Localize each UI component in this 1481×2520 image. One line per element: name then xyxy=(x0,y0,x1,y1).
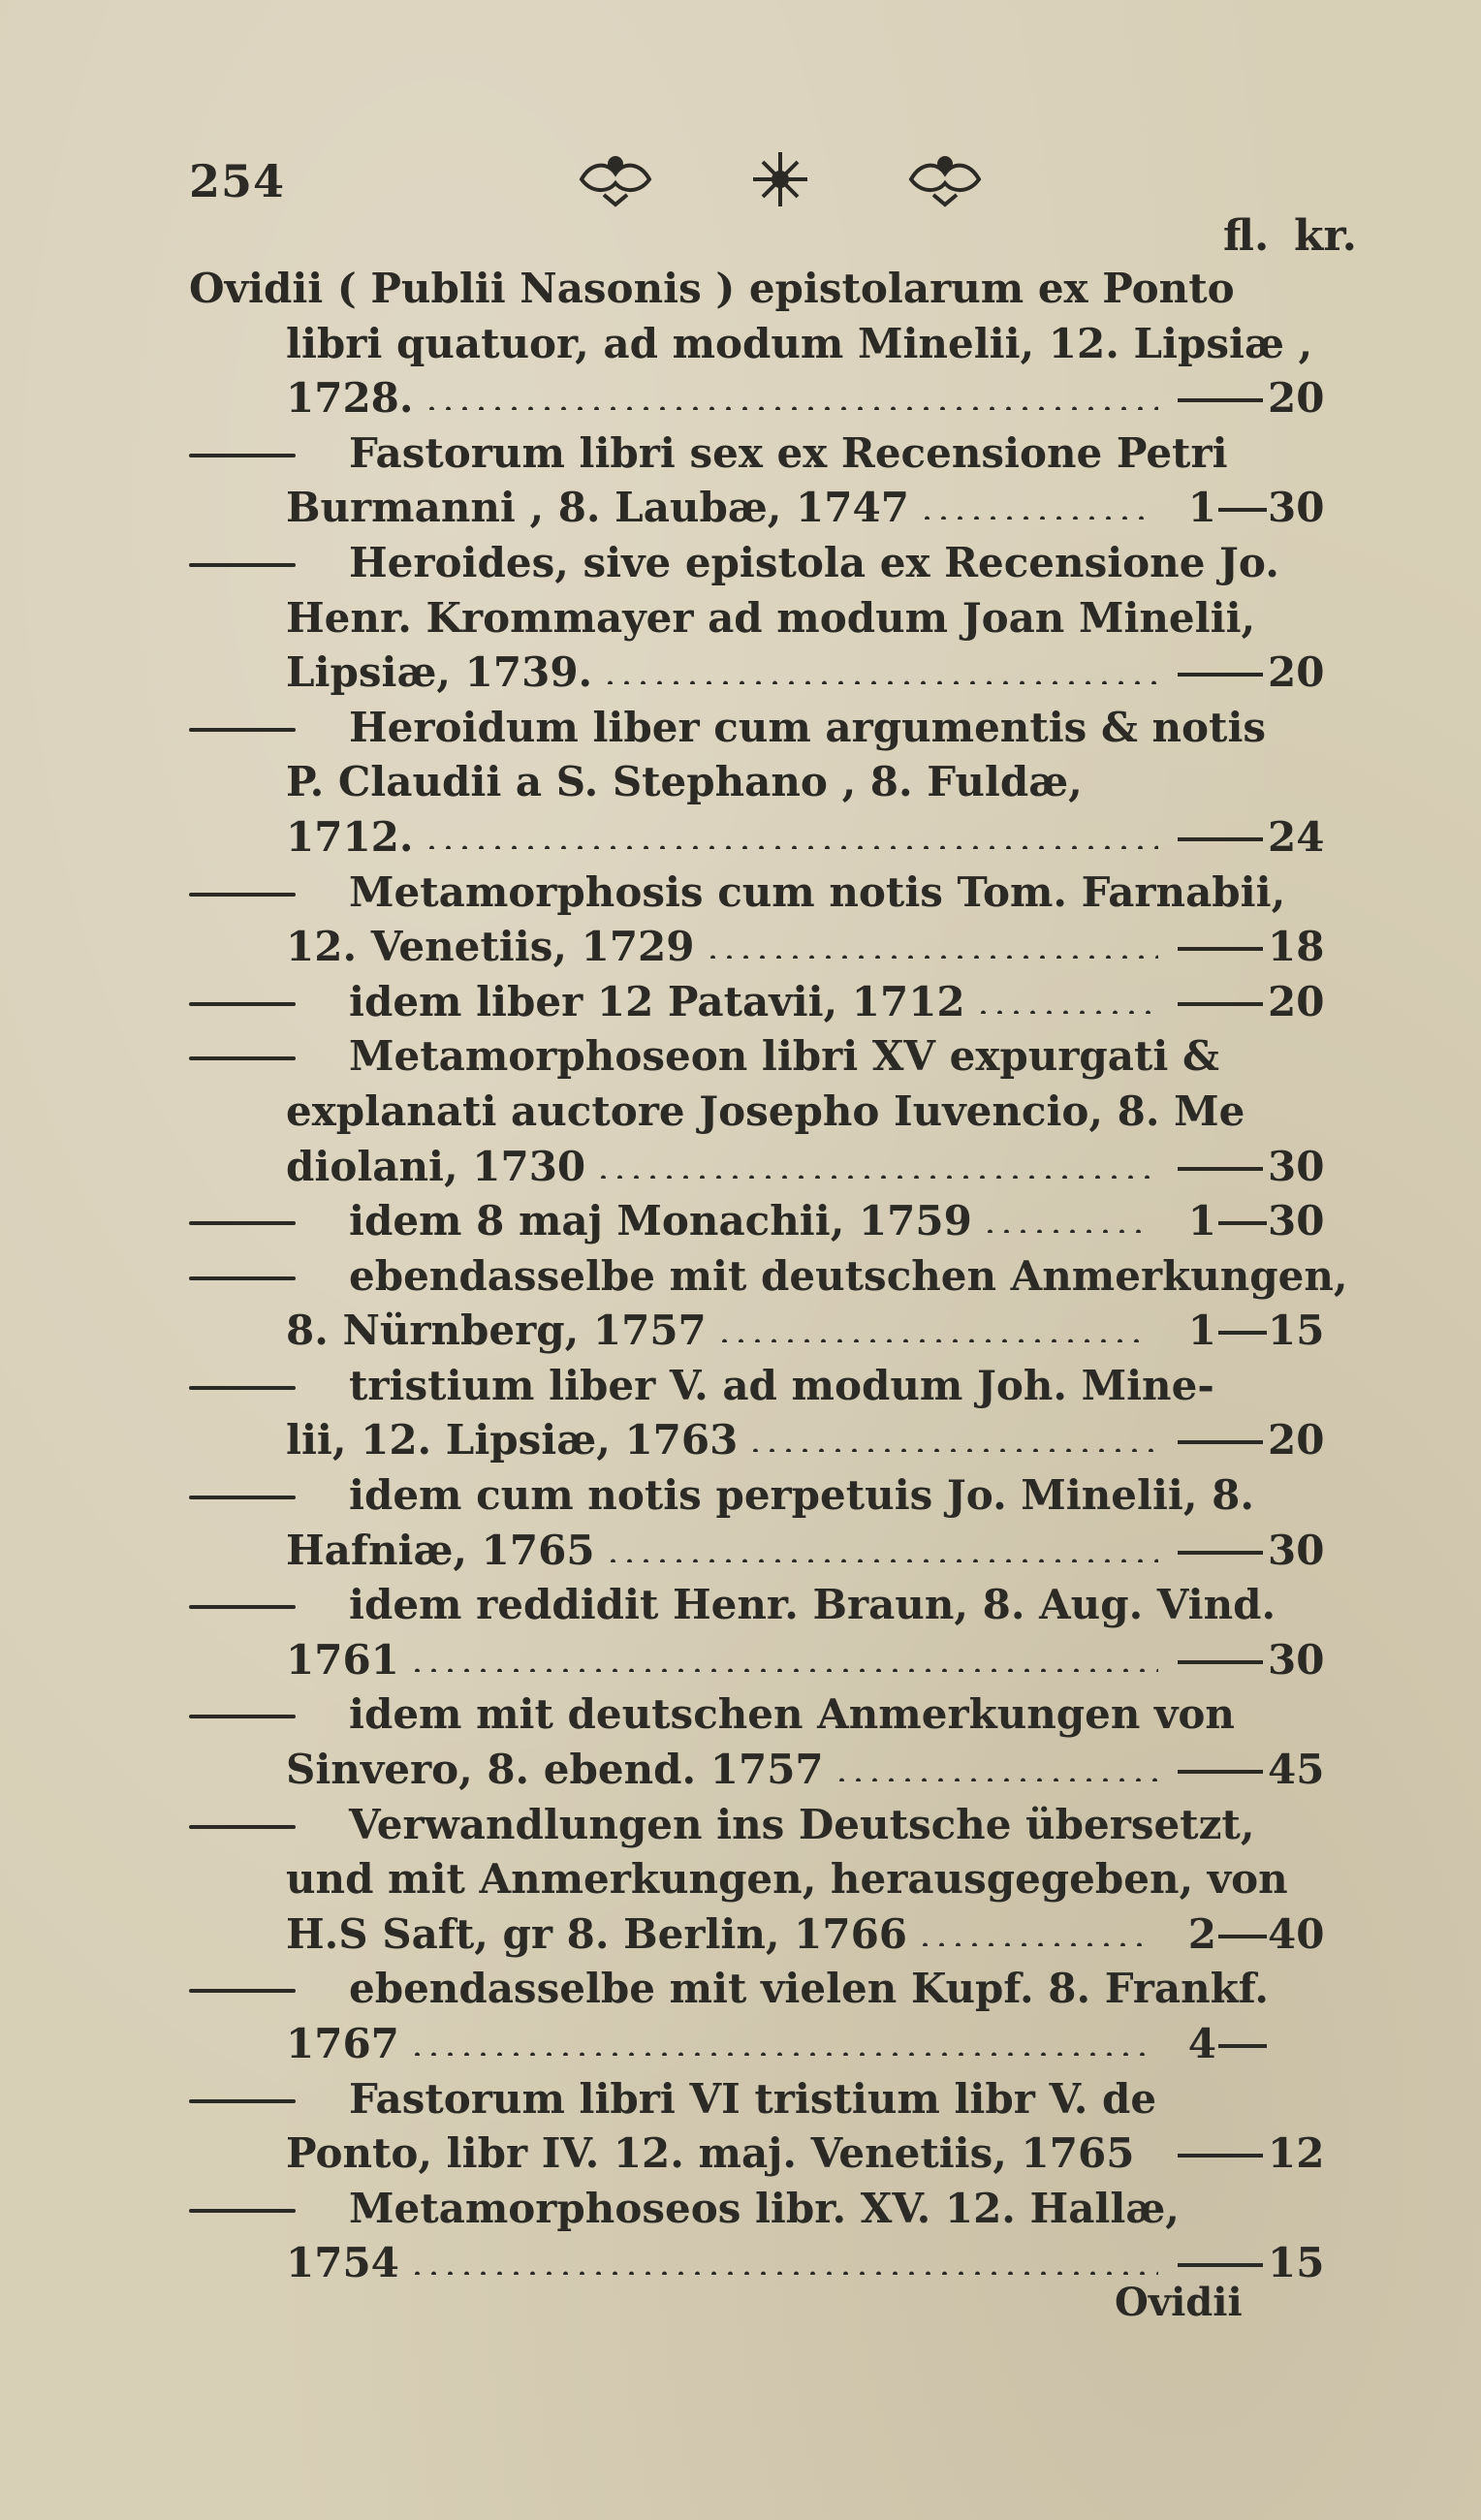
entry-text: Hafniæ, 1765 xyxy=(286,1526,595,1574)
entry-text: 8. Nürnberg, 1757 xyxy=(286,1307,707,1355)
entry-text: Heroides, sive epistola ex Recensione Jo. xyxy=(349,538,1279,586)
entry-line xyxy=(0,1633,1481,1688)
entry-line xyxy=(0,1304,1481,1359)
entry-line xyxy=(0,1524,1481,1579)
entry-line xyxy=(0,1359,1481,1414)
catalog-entry xyxy=(0,1962,1481,2071)
entry-line xyxy=(0,2017,1481,2072)
price-kreuzer: 24 xyxy=(1268,812,1325,861)
dot-leader xyxy=(917,1942,1149,1946)
entry-text: Ovidii ( Publii Nasonis ) epistolarum ex Ponto xyxy=(189,265,1235,312)
star-fleuron-icon xyxy=(753,152,807,206)
page-number: 254 xyxy=(189,155,286,207)
entry-line xyxy=(0,1852,1481,1907)
entry-text: 1728. xyxy=(286,374,414,423)
entry-line xyxy=(0,1249,1481,1305)
entry-line xyxy=(0,2072,1481,2127)
price-florin: 1 xyxy=(1187,1307,1216,1355)
dot-leader xyxy=(424,406,1158,410)
entry-line xyxy=(0,646,1481,701)
entry-line xyxy=(0,1085,1481,1140)
ditto-dash xyxy=(189,1496,296,1499)
price-florin: 1 xyxy=(1187,484,1216,532)
entry-text: Lipsiæ, 1739. xyxy=(286,648,593,697)
entry-line xyxy=(0,426,1481,482)
entry-line xyxy=(0,1029,1481,1085)
entry-text: H.S Saft, gr 8. Berlin, 1766 xyxy=(286,1909,908,1958)
price-kreuzer: 45 xyxy=(1268,1746,1325,1794)
price-dash xyxy=(1178,2154,1263,2158)
entry-text: idem 8 maj Monachii, 1759 xyxy=(349,1197,972,1245)
dot-leader xyxy=(409,2052,1149,2056)
price-kreuzer: 30 xyxy=(1268,1142,1325,1190)
ditto-dash xyxy=(189,1221,296,1225)
ditto-dash xyxy=(189,1002,296,1006)
entry-line xyxy=(0,866,1481,921)
price-kreuzer: 20 xyxy=(1268,1416,1325,1465)
ditto-dash xyxy=(189,1605,296,1609)
price-kreuzer: 30 xyxy=(1268,1197,1325,1245)
entry-line xyxy=(0,975,1481,1030)
entry-text: ebendasselbe mit deutschen Anmerkungen, xyxy=(349,1251,1348,1300)
price-florin: 2 xyxy=(1187,1909,1216,1958)
entry-line xyxy=(0,2236,1481,2291)
entry-line xyxy=(0,1413,1481,1468)
entry-line xyxy=(0,536,1481,591)
catchword: Ovidii xyxy=(1115,2280,1243,2325)
ditto-dash xyxy=(189,1056,296,1060)
ditto-dash xyxy=(189,454,296,457)
catalog-entry xyxy=(0,866,1481,975)
entry-line xyxy=(0,591,1481,646)
entry-line xyxy=(0,755,1481,810)
dot-leader xyxy=(605,1559,1158,1562)
price-kreuzer: 15 xyxy=(1268,1307,1325,1355)
entry-line xyxy=(0,1743,1481,1798)
price-dash xyxy=(1178,1660,1263,1664)
entry-line xyxy=(0,810,1481,866)
price-florin: 4 xyxy=(1187,2020,1216,2067)
ditto-dash xyxy=(189,728,296,732)
catalog-entry xyxy=(0,262,1481,426)
catalog-entry xyxy=(0,1578,1481,1687)
catalog-entry xyxy=(0,1194,1481,1249)
price-kreuzer: 30 xyxy=(1268,484,1325,532)
column-header-kr: kr. xyxy=(1294,211,1357,261)
catalog-entry xyxy=(0,1468,1481,1578)
entry-line xyxy=(0,701,1481,756)
entry-line xyxy=(0,1687,1481,1743)
ditto-dash xyxy=(189,1989,296,1993)
entry-line xyxy=(0,2182,1481,2237)
ditto-dash xyxy=(189,2099,296,2103)
catalog-entry xyxy=(0,975,1481,1030)
price-dash xyxy=(1178,1551,1263,1555)
entry-text: 1712. xyxy=(286,812,414,861)
entry-text: idem reddidit Henr. Braun, 8. Aug. Vind. xyxy=(349,1581,1276,1629)
entry-line xyxy=(0,371,1481,426)
price-dash xyxy=(1178,1002,1263,1006)
entry-text: idem mit deutschen Anmerkungen von xyxy=(349,1690,1235,1739)
price-dash xyxy=(1178,673,1263,677)
entry-line xyxy=(0,262,1481,317)
price-kreuzer: 40 xyxy=(1268,1909,1325,1958)
entry-text: P. Claudii a S. Stephano , 8. Fuldæ, xyxy=(286,758,1083,806)
dot-leader xyxy=(982,1229,1149,1233)
ditto-dash xyxy=(189,1386,296,1390)
dot-leader xyxy=(705,955,1158,959)
dot-leader xyxy=(716,1339,1149,1342)
entry-text: 1754 xyxy=(286,2239,399,2287)
ditto-dash xyxy=(189,893,296,897)
dot-leader xyxy=(834,1778,1158,1781)
dot-leader xyxy=(595,1175,1158,1179)
price-kreuzer: 20 xyxy=(1268,374,1325,423)
entry-line xyxy=(0,1578,1481,1633)
dot-leader xyxy=(409,1668,1158,1672)
entry-line xyxy=(0,1468,1481,1524)
entry-text: 12. Venetiis, 1729 xyxy=(286,923,695,971)
entry-text: idem cum notis perpetuis Jo. Minelii, 8. xyxy=(349,1471,1254,1520)
entry-text: 1761 xyxy=(286,1635,399,1684)
entry-text: Sinvero, 8. ebend. 1757 xyxy=(286,1746,824,1794)
header-ornaments xyxy=(572,145,1008,213)
catalog-entry xyxy=(0,701,1481,866)
column-header-fl: fl. xyxy=(1223,211,1270,261)
catalog-entry xyxy=(0,2182,1481,2291)
ditto-dash xyxy=(189,563,296,567)
price-dash xyxy=(1218,1221,1267,1225)
dot-leader xyxy=(919,516,1149,520)
entry-text: Metamorphoseon libri XV expurgati & xyxy=(349,1032,1219,1081)
price-dash xyxy=(1178,1440,1263,1444)
ditto-dash xyxy=(189,1715,296,1718)
entry-text: diolani, 1730 xyxy=(286,1142,586,1190)
entry-text: und mit Anmerkungen, herausgegeben, von xyxy=(286,1855,1288,1904)
entry-line xyxy=(0,1962,1481,2017)
price-kreuzer: 20 xyxy=(1268,977,1325,1025)
price-dash xyxy=(1178,2263,1263,2267)
dot-leader xyxy=(747,1448,1158,1452)
ditto-dash xyxy=(189,1276,296,1280)
price-dash xyxy=(1178,398,1263,402)
entry-line xyxy=(0,1194,1481,1249)
catalog-entries xyxy=(0,262,1481,2291)
entry-line xyxy=(0,1140,1481,1195)
price-dash xyxy=(1218,1935,1267,1938)
price-dash xyxy=(1178,1167,1263,1171)
catalog-entry xyxy=(0,1359,1481,1468)
price-dash xyxy=(1178,1770,1263,1774)
price-dash xyxy=(1218,1331,1267,1335)
fleuron-icon xyxy=(911,158,979,205)
catalog-entry xyxy=(0,1798,1481,1963)
entry-text: explanati auctore Josepho Iuvencio, 8. Me xyxy=(286,1087,1245,1135)
price-kreuzer: 20 xyxy=(1268,648,1325,697)
entry-text: Heroidum liber cum argumentis & notis xyxy=(349,703,1267,751)
entry-text: idem liber 12 Patavii, 1712 xyxy=(349,977,965,1025)
dot-leader xyxy=(602,680,1158,684)
entry-text: Verwandlungen ins Deutsche übersetzt, xyxy=(349,1800,1255,1848)
fleuron-icon xyxy=(582,158,649,205)
entry-line xyxy=(0,481,1481,536)
dot-leader xyxy=(409,2271,1158,2275)
entry-line xyxy=(0,1798,1481,1853)
ditto-dash xyxy=(189,1825,296,1829)
catalog-entry xyxy=(0,536,1481,701)
catalog-entry xyxy=(0,426,1481,536)
entry-line xyxy=(0,920,1481,975)
price-dash xyxy=(1218,508,1267,512)
entry-text: lii, 12. Lipsiæ, 1763 xyxy=(286,1416,739,1465)
price-dash xyxy=(1178,837,1263,841)
catalog-entry xyxy=(0,2072,1481,2182)
ditto-dash xyxy=(189,2209,296,2213)
catalog-entry xyxy=(0,1249,1481,1359)
entry-line xyxy=(0,1907,1481,1963)
price-dash xyxy=(1178,947,1263,951)
entry-text: Fastorum libri VI tristium libr V. de xyxy=(349,2074,1157,2123)
dot-leader xyxy=(975,1010,1158,1014)
catalog-entry xyxy=(0,1029,1481,1194)
price-kreuzer: 15 xyxy=(1268,2239,1325,2287)
entry-text: Burmanni , 8. Laubæ, 1747 xyxy=(286,484,909,532)
entry-text: Metamorphoseos libr. XV. 12. Hallæ, xyxy=(349,2184,1180,2232)
entry-text: Metamorphosis cum notis Tom. Farnabii, xyxy=(349,867,1286,916)
dot-leader xyxy=(424,845,1158,849)
entry-text: Fastorum libri sex ex Recensione Petri xyxy=(349,428,1228,477)
entry-line xyxy=(0,317,1481,372)
price-kreuzer: 30 xyxy=(1268,1635,1325,1684)
price-kreuzer: 12 xyxy=(1268,2129,1325,2178)
entry-text: Ponto, libr IV. 12. maj. Venetiis, 1765 xyxy=(286,2129,1135,2178)
price-dash xyxy=(1218,2044,1267,2048)
entry-line xyxy=(0,2126,1481,2182)
price-florin: 1 xyxy=(1187,1197,1216,1245)
entry-text: libri quatuor, ad modum Minelii, 12. Lipsiæ , xyxy=(286,319,1313,367)
entry-text: 1767 xyxy=(286,2020,399,2067)
entry-text: ebendasselbe mit vielen Kupf. 8. Frankf. xyxy=(349,1965,1269,2013)
price-kreuzer: 30 xyxy=(1268,1526,1325,1574)
price-kreuzer: 18 xyxy=(1268,923,1325,971)
entry-text: tristium liber V. ad modum Joh. Mine- xyxy=(349,1361,1214,1409)
catalog-entry xyxy=(0,1687,1481,1797)
entry-text: Henr. Krommayer ad modum Joan Minelii, xyxy=(286,593,1256,642)
